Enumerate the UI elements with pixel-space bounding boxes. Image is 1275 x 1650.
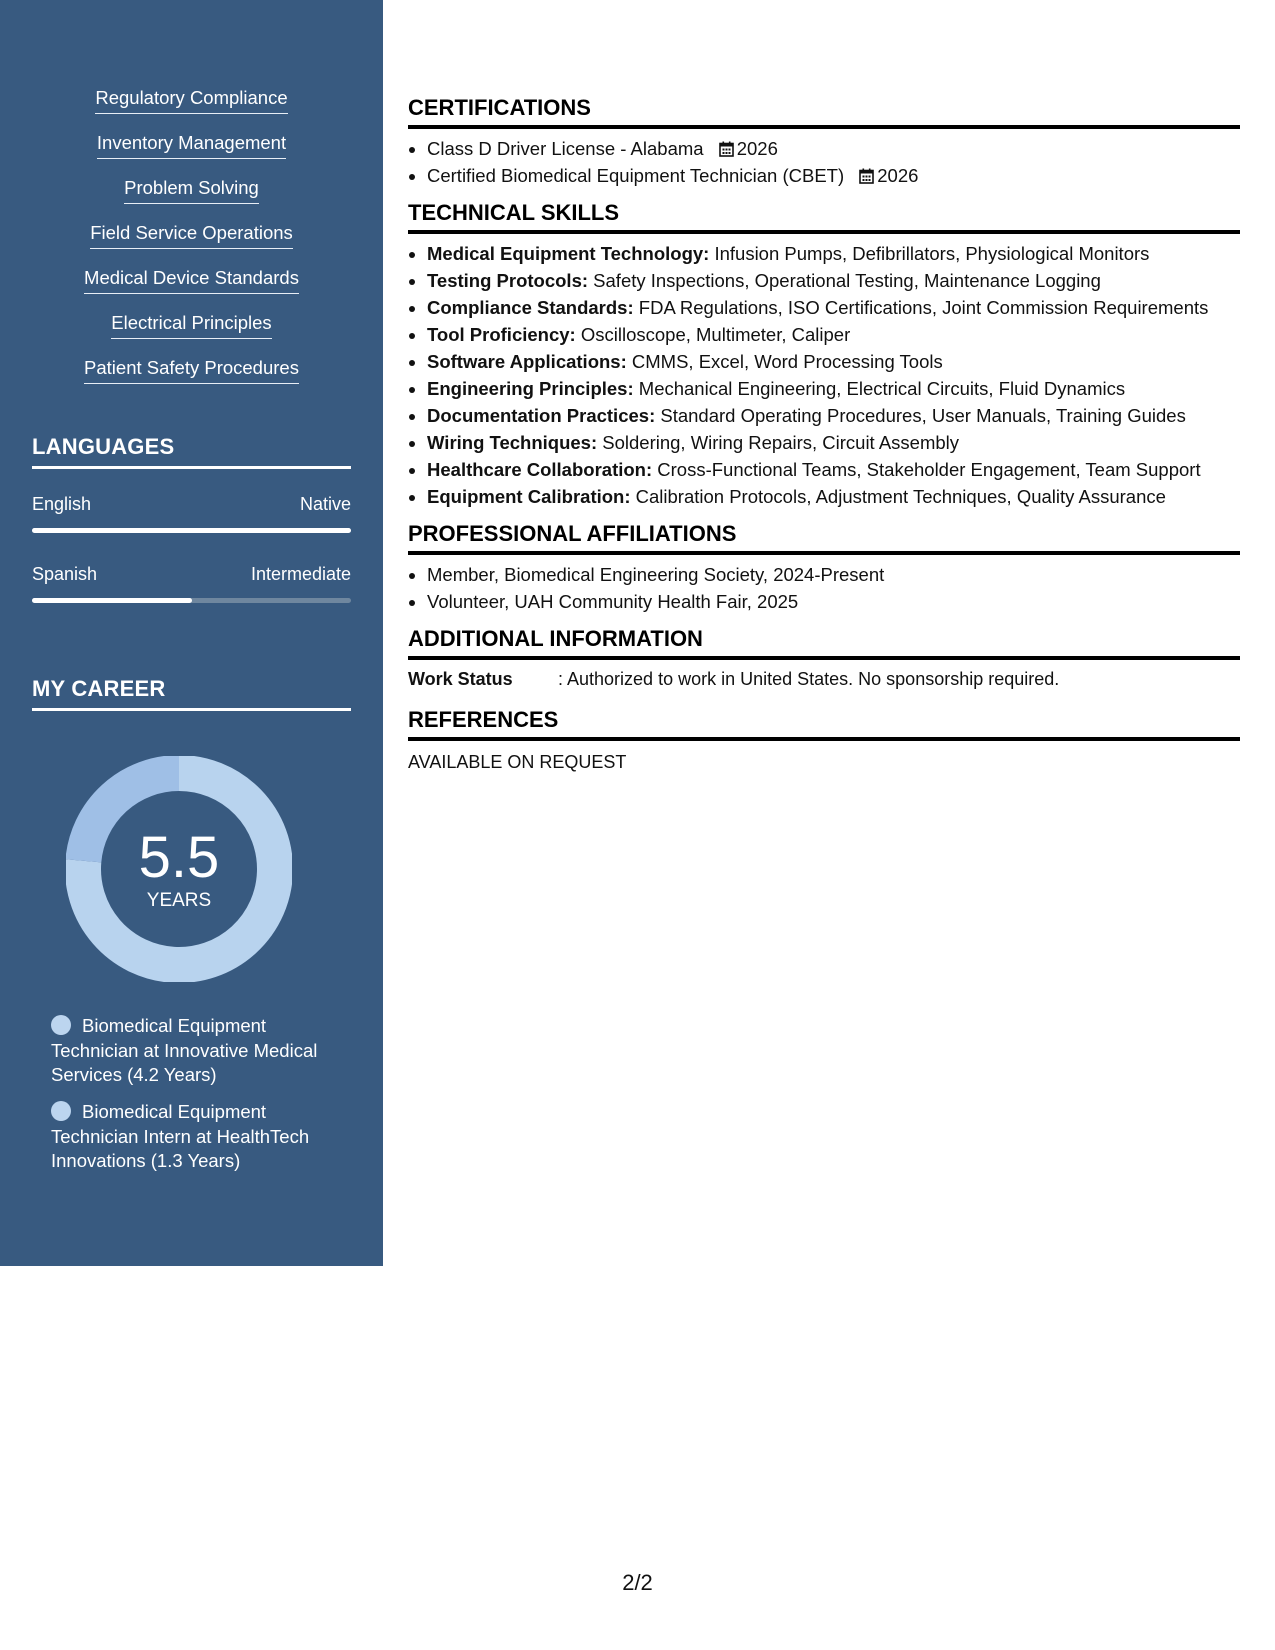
main-content bbox=[408, 94, 1240, 783]
skill-values: Calibration Protocols, Adjustment Techniques, Quality Assurance bbox=[635, 486, 1166, 507]
language-english bbox=[32, 492, 351, 533]
skill-category: Healthcare Collaboration: bbox=[427, 459, 653, 480]
skill-values: Soldering, Wiring Repairs, Circuit Assembly bbox=[602, 432, 960, 453]
technical-skills-heading: TECHNICAL SKILLS bbox=[408, 199, 1240, 234]
skill-item: Inventory Management bbox=[97, 131, 286, 159]
skill-category: Medical Equipment Technology: bbox=[427, 243, 710, 264]
language-level: Intermediate bbox=[250, 564, 351, 584]
language-bar bbox=[32, 528, 351, 533]
technical-skill-item bbox=[427, 456, 1240, 483]
certification-name: Certified Biomedical Equipment Technician (CBET) bbox=[427, 165, 845, 186]
career-total-value: 5.5 bbox=[138, 825, 220, 890]
legend-dot-icon bbox=[51, 1101, 71, 1121]
legend-dot-icon bbox=[51, 1015, 71, 1035]
affiliation-item: • Volunteer, UAH Community Health Fair, 2025 bbox=[427, 588, 1240, 615]
certifications-heading: CERTIFICATIONS bbox=[408, 94, 1240, 129]
language-name: English bbox=[32, 494, 92, 514]
skill-item: Problem Solving bbox=[124, 176, 259, 204]
skill-category: Engineering Principles: bbox=[427, 378, 634, 399]
certification-year: 2026 bbox=[877, 165, 919, 186]
work-status-label: Work Status bbox=[408, 669, 513, 689]
affiliations-heading: PROFESSIONAL AFFILIATIONS bbox=[408, 520, 1240, 555]
skill-category: Wiring Techniques: bbox=[427, 432, 598, 453]
skill-item: Patient Safety Procedures bbox=[84, 356, 299, 384]
page-number: 2/2 bbox=[622, 1570, 653, 1595]
skill-values: Infusion Pumps, Defibrillators, Physiological Monitors bbox=[714, 243, 1150, 264]
skills-list bbox=[0, 86, 383, 401]
certification-name: Class D Driver License - Alabama bbox=[427, 138, 704, 159]
technical-skill-item bbox=[427, 375, 1240, 402]
calendar-icon bbox=[859, 168, 874, 184]
technical-skill-item bbox=[427, 402, 1240, 429]
skill-item: Electrical Principles bbox=[111, 311, 271, 339]
skill-category: Testing Protocols: bbox=[427, 270, 589, 291]
career-heading: MY CAREER bbox=[32, 676, 351, 711]
certification-year: 2026 bbox=[736, 138, 778, 159]
career-item bbox=[51, 1014, 341, 1088]
skill-values: FDA Regulations, ISO Certifications, Joint Commission Requirements bbox=[638, 297, 1209, 318]
skill-item: Medical Device Standards bbox=[84, 266, 299, 294]
technical-skill-item bbox=[427, 429, 1240, 456]
skill-item: Regulatory Compliance bbox=[95, 86, 287, 114]
technical-skill-item bbox=[427, 321, 1240, 348]
technical-skills-list bbox=[408, 240, 1240, 510]
skill-category: Software Applications: bbox=[427, 351, 627, 372]
skill-values: Oscilloscope, Multimeter, Caliper bbox=[580, 324, 851, 345]
career-total-unit: YEARS bbox=[146, 890, 212, 911]
languages-heading: LANGUAGES bbox=[32, 434, 351, 469]
skill-values: Standard Operating Procedures, User Manuals, Training Guides bbox=[660, 405, 1186, 426]
references-text: AVAILABLE ON REQUEST bbox=[408, 752, 627, 772]
calendar-icon bbox=[719, 141, 734, 157]
technical-skill-item bbox=[427, 348, 1240, 375]
skill-category: Documentation Practices: bbox=[427, 405, 656, 426]
career-item-text: Biomedical Equipment Technician at Innovative Medical Services (4.2 Years) bbox=[51, 1015, 318, 1085]
technical-skill-item bbox=[427, 294, 1240, 321]
language-bar-fill bbox=[32, 598, 192, 603]
language-bar-fill bbox=[32, 528, 351, 533]
language-bar bbox=[32, 598, 351, 603]
technical-skill-item bbox=[427, 483, 1240, 510]
references-heading: REFERENCES bbox=[408, 706, 1240, 741]
skill-category: Tool Proficiency: bbox=[427, 324, 576, 345]
skill-values: Cross-Functional Teams, Stakeholder Engagement, Team Support bbox=[657, 459, 1201, 480]
language-spanish bbox=[32, 562, 351, 603]
work-status-value: : Authorized to work in United States. No sponsorship required. bbox=[558, 669, 1060, 689]
technical-skill-item bbox=[427, 240, 1240, 267]
career-total bbox=[66, 756, 292, 982]
career-item bbox=[51, 1100, 341, 1174]
technical-skill-item bbox=[427, 267, 1240, 294]
affiliation-item: • Member, Biomedical Engineering Society, 2024-Present bbox=[427, 561, 1240, 588]
work-status-row bbox=[408, 666, 1240, 692]
language-level: Native bbox=[299, 494, 351, 514]
sidebar bbox=[0, 0, 383, 1266]
skill-category: Equipment Calibration: bbox=[427, 486, 631, 507]
certification-item bbox=[427, 162, 1240, 189]
skill-values: Safety Inspections, Operational Testing, Maintenance Logging bbox=[593, 270, 1101, 291]
skill-category: Compliance Standards: bbox=[427, 297, 634, 318]
language-name: Spanish bbox=[32, 564, 98, 584]
certification-item bbox=[427, 135, 1240, 162]
certifications-list bbox=[408, 135, 1240, 189]
career-item-text: Biomedical Equipment Technician Intern at HealthTech Innovations (1.3 Years) bbox=[51, 1101, 310, 1171]
affiliations-list bbox=[408, 561, 1240, 615]
skill-values: Mechanical Engineering, Electrical Circuits, Fluid Dynamics bbox=[638, 378, 1126, 399]
skill-values: CMMS, Excel, Word Processing Tools bbox=[631, 351, 943, 372]
additional-info-heading: ADDITIONAL INFORMATION bbox=[408, 625, 1240, 660]
skill-item: Field Service Operations bbox=[90, 221, 293, 249]
